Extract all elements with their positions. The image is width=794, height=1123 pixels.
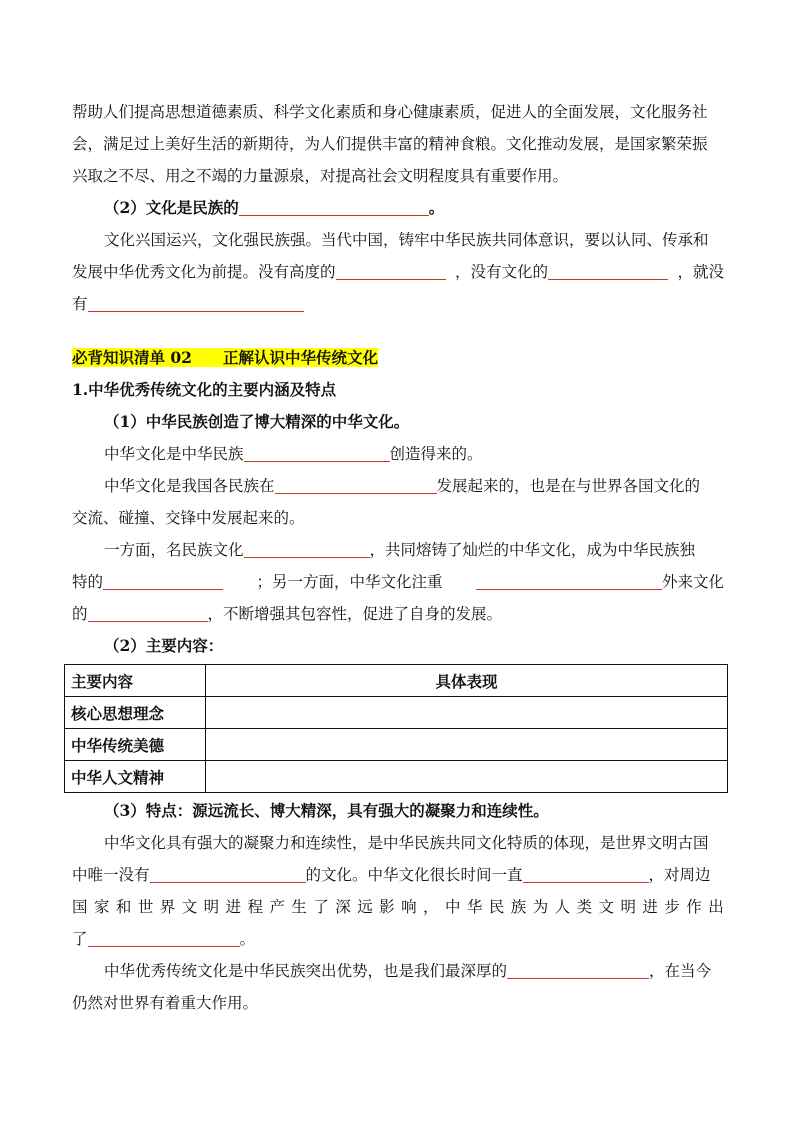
- paragraph-line: [72, 256, 724, 288]
- justified-char: 家: [93, 898, 110, 916]
- fill-blank[interactable]: [244, 539, 370, 558]
- text-segment: ，没有文化的: [454, 263, 548, 281]
- table-row-label: 中华人文精神: [65, 761, 206, 793]
- table-row-label: 中华传统美德: [65, 729, 206, 761]
- highlighted-title: 必背知识清单 02 正解认识中华传统文化: [72, 348, 378, 367]
- justified-char: 中: [444, 898, 461, 916]
- main-content-table: [64, 664, 728, 793]
- justified-char: 产: [269, 898, 285, 916]
- justified-char: 生: [291, 898, 307, 916]
- text-segment: 中唯一没有: [72, 866, 150, 884]
- heading-end: 。: [428, 198, 445, 217]
- text-segment: 发展起来的，也是在与世界各国文化的: [436, 477, 701, 495]
- justified-char: 远: [357, 898, 373, 916]
- table-header-row: [65, 665, 728, 697]
- fill-blank[interactable]: [103, 571, 223, 590]
- paragraph-line: 中华文化具有强大的凝聚力和连续性，是中华民族共同文化特质的体现，是世界文明古国: [104, 834, 709, 852]
- justified-char: 了: [313, 898, 329, 916]
- fill-blank[interactable]: [239, 197, 429, 216]
- table-header-cell: 主要内容: [65, 665, 206, 697]
- table-answer-cell[interactable]: [206, 729, 728, 761]
- paragraph-line: 帮助人们提高思想道德素质、科学文化素质和身心健康素质，促进人的全面发展，文化服务社: [72, 103, 708, 121]
- justified-char: 明: [620, 898, 636, 916]
- justified-char: 响: [401, 898, 417, 916]
- text-segment: 发展中华优秀文化为前提。没有高度的: [72, 263, 336, 281]
- justified-char: 步: [664, 898, 680, 916]
- text-segment: 有: [72, 295, 88, 313]
- fill-blank[interactable]: [548, 261, 668, 280]
- table-answer-cell[interactable]: [206, 697, 728, 729]
- justified-char: 影: [379, 898, 395, 916]
- document-page: [72, 96, 724, 1019]
- text-segment: ，就没: [677, 263, 724, 281]
- paragraph-line: 文化兴国运兴，文化强民族强。当代中国，铸牢中华民族共同体意识，要以认同、传承和: [104, 231, 709, 249]
- justified-char: 进: [225, 898, 242, 916]
- fill-blank[interactable]: [244, 443, 390, 462]
- text-segment: 外来文化: [661, 573, 724, 591]
- justified-char: 深: [335, 898, 351, 916]
- paragraph-line: [72, 955, 724, 987]
- justified-char: ，: [423, 898, 439, 916]
- paragraph-line: [72, 534, 724, 566]
- section-heading-2: （2）主要内容：: [104, 636, 224, 655]
- justified-char: 出: [708, 898, 724, 916]
- justified-char: 文: [598, 898, 615, 916]
- paragraph-line: [72, 598, 724, 630]
- justified-char: 文: [181, 898, 198, 916]
- paragraph-line: 交流、碰撞、交锋中发展起来的。: [72, 509, 305, 527]
- text-segment: 中华文化是我国各民族在: [104, 477, 275, 495]
- text-segment: 的文化。中华文化很长时间一直: [305, 866, 523, 884]
- fill-blank[interactable]: [150, 864, 306, 883]
- text-segment: ，在当今: [649, 962, 712, 980]
- text-segment: ，共同熔铸了灿烂的中华文化，成为中华民族独: [369, 541, 696, 559]
- text-segment: 。: [239, 930, 256, 948]
- table-header-cell: 具体表现: [206, 665, 728, 697]
- text-segment: ，对周边: [648, 866, 711, 884]
- justified-char: 作: [686, 898, 702, 916]
- fill-blank[interactable]: [523, 864, 649, 883]
- paragraph-line: [72, 470, 724, 502]
- section-heading-3: （3）特点：源远流长、博大精深，具有强大的凝聚力和连续性。: [104, 801, 549, 820]
- paragraph-line-justified: [72, 891, 724, 923]
- paragraph-line: [72, 859, 724, 891]
- text-segment: 创造得来的。: [389, 445, 483, 463]
- text-segment: 中华优秀传统文化是中华民族突出优势，也是我们最深厚的: [104, 962, 508, 980]
- paragraph-line: [72, 923, 724, 955]
- paragraph-line: [72, 288, 724, 320]
- table-row: [65, 729, 728, 761]
- fill-blank[interactable]: [476, 571, 662, 590]
- heading-text: （2）文化是民族的: [104, 198, 239, 217]
- justified-char: 民: [488, 898, 505, 916]
- paragraph-line: 兴取之不尽、用之不竭的力量源泉，对提高社会文明程度具有重要作用。: [72, 167, 569, 185]
- justified-char: 程: [247, 898, 264, 916]
- text-segment: 了: [72, 930, 88, 948]
- section-heading-2: [72, 192, 724, 224]
- justified-char: 华: [466, 898, 483, 916]
- fill-blank[interactable]: [88, 293, 304, 312]
- fill-blank[interactable]: [336, 261, 446, 280]
- fill-blank[interactable]: [507, 960, 649, 979]
- paragraph-line: [72, 438, 724, 470]
- section-heading-1: （1）中华民族创造了博大精深的中华文化。: [104, 412, 410, 431]
- table-row: [65, 697, 728, 729]
- paragraph-line: 仍然对世界有着重大作用。: [72, 994, 259, 1012]
- text-segment: ；另一方面，中华文化注重: [256, 573, 443, 591]
- text-segment: ，不断增强其包容性，促进了自身的发展。: [207, 605, 503, 623]
- justified-char: 明: [203, 898, 220, 916]
- justified-char: 族: [510, 898, 527, 916]
- paragraph-line: 会，满足过上美好生活的新期待，为人们提供丰富的精神食粮。文化推动发展，是国家繁荣振: [72, 135, 708, 153]
- table-row-label: 核心思想理念: [65, 697, 206, 729]
- justified-char: 和: [115, 898, 132, 916]
- fill-blank[interactable]: [88, 928, 240, 947]
- subsection-title: 1.中华优秀传统文化的主要内涵及特点: [72, 380, 337, 399]
- text-segment: 一方面，名民族文化: [104, 541, 244, 559]
- justified-char: 人: [554, 898, 571, 916]
- text-segment: 中华文化是中华民族: [104, 445, 244, 463]
- fill-blank[interactable]: [88, 603, 208, 622]
- justified-char: 国: [72, 898, 88, 916]
- justified-char: 世: [137, 898, 154, 916]
- justified-char: 为: [532, 898, 549, 916]
- justified-char: 类: [576, 898, 593, 916]
- justified-char: 进: [642, 898, 658, 916]
- justified-char: 界: [159, 898, 176, 916]
- paragraph-line: [72, 566, 724, 598]
- knowledge-list-title: [72, 342, 724, 374]
- table-answer-cell[interactable]: [206, 761, 728, 793]
- table-row: [65, 761, 728, 793]
- fill-blank[interactable]: [275, 475, 437, 494]
- text-segment: 的: [72, 605, 88, 623]
- text-segment: 特的: [72, 573, 104, 591]
